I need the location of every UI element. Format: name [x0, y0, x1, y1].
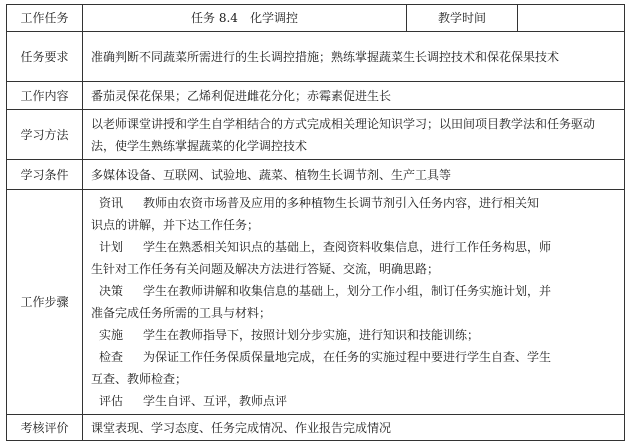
- step-line1: 学生在熟悉相关知识点的基础上，查阅资料收集信息，进行工作任务构思，师: [143, 240, 552, 254]
- step-line2: 生针对工作任务有关问题及解决方法进行答疑、交流，明确思路；: [91, 262, 440, 276]
- step-name: 资讯: [99, 196, 124, 210]
- content-text: 番茄灵保花保果；乙烯利促进雌花分化；赤霉素促进生长: [83, 82, 625, 110]
- step-line1: 教师由农资市场普及应用的多种植物生长调节剂引入任务内容，进行相关知: [143, 196, 540, 210]
- header-row: [7, 5, 625, 32]
- steps-label: 工作步骤: [7, 190, 83, 415]
- conditions-label: 学习条件: [7, 160, 83, 190]
- content-row: [7, 82, 625, 110]
- step-name: 检查: [99, 350, 124, 364]
- methods-row: [7, 110, 625, 160]
- step-line1: 学生在教师讲解和收集信息的基础上，划分工作小组，制订任务实施计划，并: [143, 284, 552, 298]
- step-item: [91, 346, 616, 390]
- methods-label: 学习方法: [7, 110, 83, 160]
- step-line1: 学生自评、互评，教师点评: [143, 394, 288, 408]
- step-item: [91, 390, 616, 412]
- step-line2: 识点的讲解，并下达工作任务；: [91, 218, 260, 232]
- steps-row: [7, 190, 625, 415]
- task-table: [6, 4, 625, 441]
- step-name: 决策: [99, 284, 124, 298]
- step-name: 计划: [99, 240, 124, 254]
- step-line1: 为保证工作任务保质保量地完成，在任务的实施过程中要进行学生自查、学生: [143, 350, 552, 364]
- step-item: [91, 236, 616, 280]
- step-item: [91, 324, 616, 346]
- requirements-row: [7, 32, 625, 82]
- step-name: 评估: [99, 394, 124, 408]
- step-name: 实施: [99, 328, 124, 342]
- requirements-text: 准确判断不同蔬菜所需进行的生长调控措施；熟练掌握蔬菜生长调控技术和保花保果技术: [83, 32, 625, 82]
- step-line2: 互查、教师检查；: [91, 372, 188, 386]
- step-line1: 学生在教师指导下，按照计划分步实施，进行知识和技能训练；: [143, 328, 480, 342]
- content-label: 工作内容: [7, 82, 83, 110]
- methods-text: 以老师课堂讲授和学生自学相结合的方式完成相关理论知识学习；以田间项目教学法和任务驱动法，使学生熟练掌握蔬菜的化学调控技术: [83, 110, 625, 160]
- time-label: 教学时间: [407, 5, 518, 31]
- assessment-text: 课堂表现、学习态度、任务完成情况、作业报告完成情况: [83, 415, 625, 441]
- time-value: [518, 5, 624, 31]
- steps-content: [83, 190, 625, 415]
- conditions-row: [7, 160, 625, 190]
- assessment-label: 考核评价: [7, 415, 83, 441]
- step-item: [91, 192, 616, 236]
- requirements-label: 任务要求: [7, 32, 83, 82]
- conditions-text: 多媒体设备、互联网、试验地、蔬菜、植物生长调节剂、生产工具等: [83, 160, 625, 190]
- header-label: 工作任务: [7, 5, 83, 32]
- task-name: 任务 8.4 化学调控: [83, 5, 407, 32]
- step-item: [91, 280, 616, 324]
- step-line2: 准备完成任务所需的工具与材料；: [91, 306, 272, 320]
